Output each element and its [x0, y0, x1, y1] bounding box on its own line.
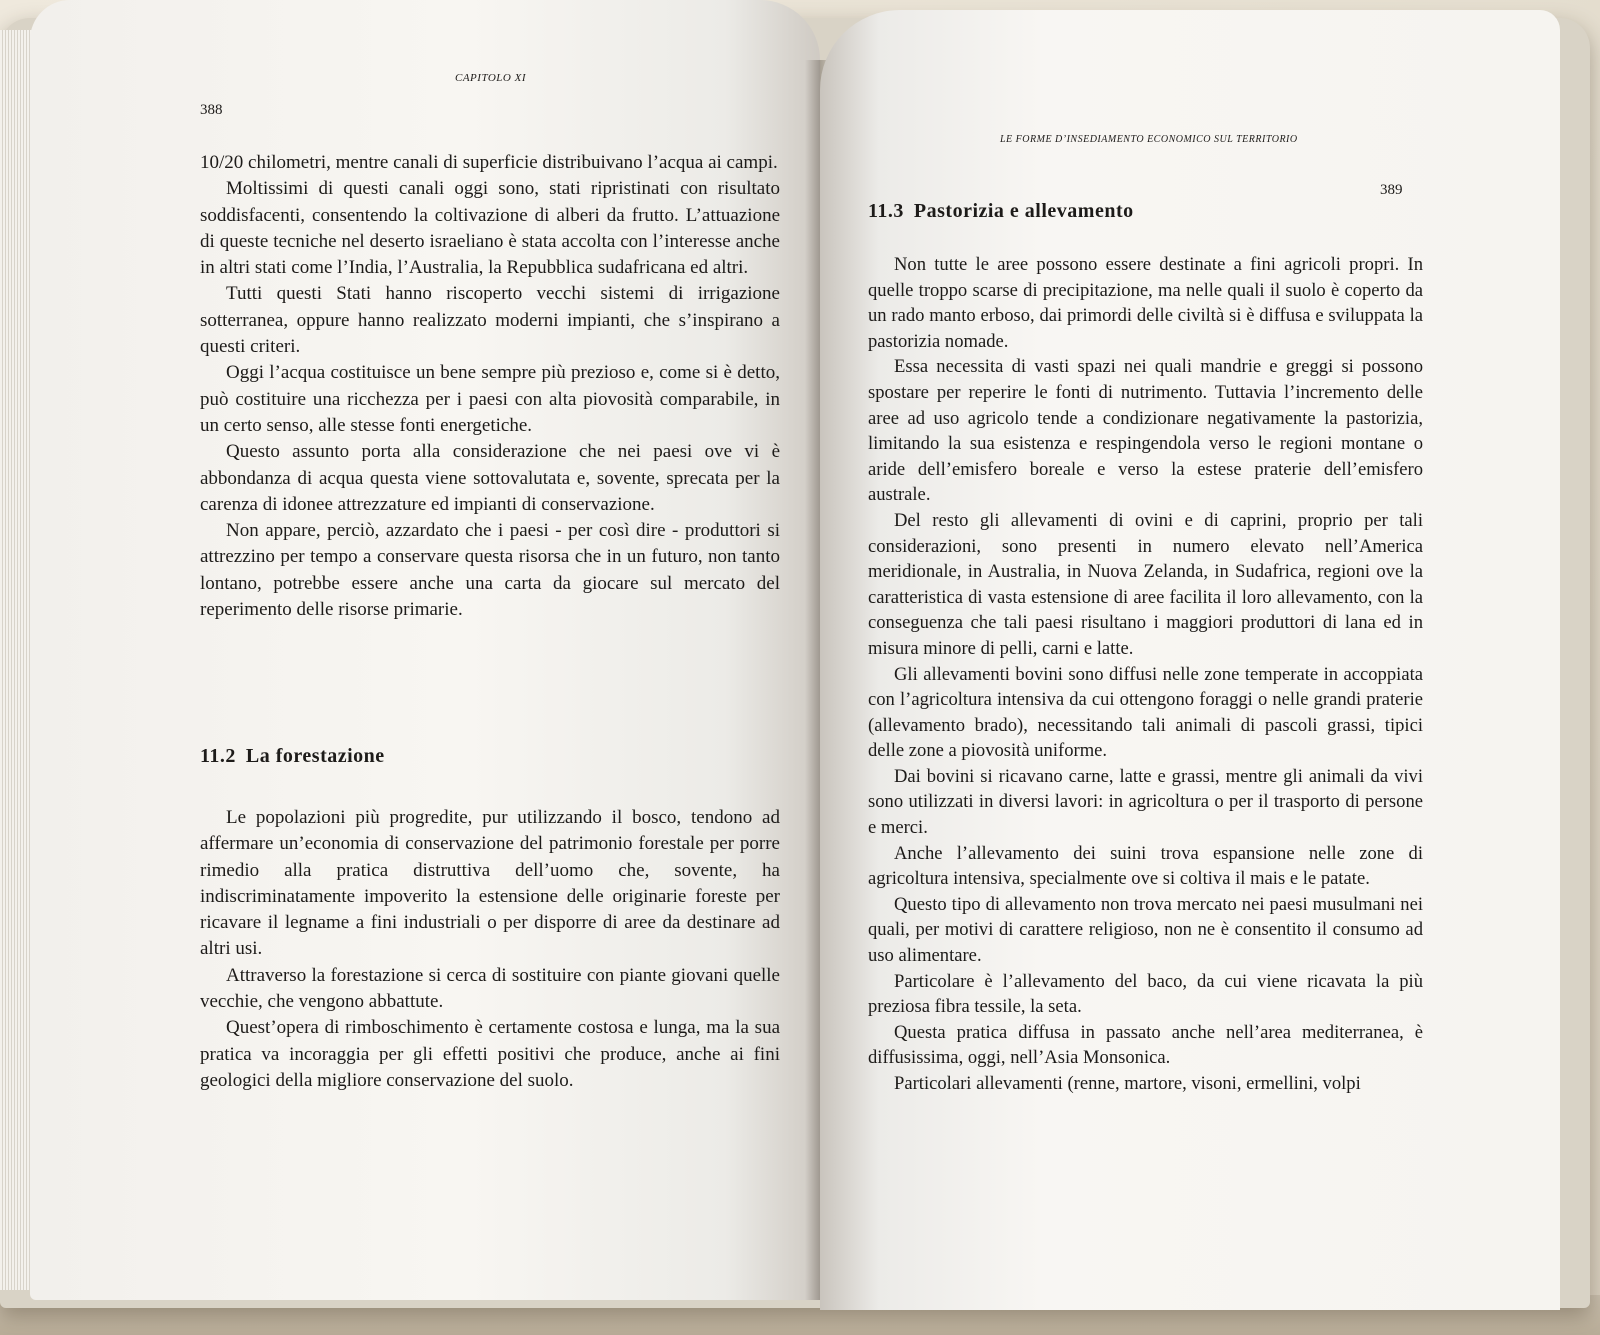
paragraph: 10/20 chilometri, mentre canali di superficie distribuivano l’acqua ai campi.: [200, 152, 778, 173]
left-running-head: CAPITOLO XI: [455, 72, 526, 84]
paragraph: Particolare è l’allevamento del baco, da cui viene ricavata la più preziosa fibra tessile, la seta.: [868, 970, 1423, 1018]
paragraph: Particolari allevamenti (renne, martore, visoni, ermellini, volpi: [894, 1073, 1361, 1094]
paragraph: Non tutte le aree possono essere destinate a fini agricoli propri. In quelle troppo scarse di precipitazione, ma nelle quali il suolo è coperto da un rado manto erboso, dai primordi delle civiltà si è diffusa e sviluppata la pastorizia nomade.: [868, 254, 1423, 352]
paragraph: Moltissimi di questi canali oggi sono, stati ripristinati con risultato soddisfacenti, consentendo la coltivazione di alberi da frutto. L’attuazione di queste tecniche nel deserto israeliano è stata accolta con l’interesse anche in altri stati come l’India, l’Australia, la Repubblica sudafricana ed altri.: [200, 178, 780, 279]
paragraph: Essa necessita di vasti spazi nei quali mandrie e greggi si possono spostare per reperire le fonti di nutrimento. Tuttavia l’incremento delle aree ad uso agricolo tende a condizionare negativamente la pastorizia, limitando la sua esistenza e respingendola verso le regioni montane o aride dell’emisfero boreale e verso la estese praterie dell’emisfero australe.: [868, 356, 1423, 506]
paragraph: Questo tipo di allevamento non trova mercato nei paesi musulmani nei quali, per motivi di carattere religioso, non ne è consentito il consumo ad uso alimentare.: [868, 893, 1423, 967]
section-heading-11-3: [868, 200, 1134, 223]
right-body: [868, 252, 1423, 1097]
left-page-number: 388: [200, 102, 223, 118]
paragraph: Tutti questi Stati hanno riscoperto vecchi sistemi di irrigazione sotterranea, oppure hanno realizzato moderni impianti, che s’inspirano a questi criteri.: [200, 283, 780, 358]
right-page-number: 389: [1380, 182, 1403, 198]
section-heading-11-2: [200, 745, 385, 768]
paragraph: Del resto gli allevamenti di ovini e di caprini, proprio per tali considerazioni, sono presenti in numero elevato nell’America meridionale, in Australia, in Nuova Zelanda, in Sudafrica, regioni ove la caratteristica di vasta estensione di aree facilita il loro allevamento, con la conseguenza che tali paesi risultano i maggiori produttori di lana ed in misura minore di pelli, carni e latte.: [868, 509, 1423, 659]
paragraph: Attraverso la forestazione si cerca di sostituire con piante giovani quelle vecchie, che vengono abbattute.: [200, 964, 780, 1013]
left-page: [30, 0, 820, 1300]
paragraph: Questo assunto porta alla considerazione che nei paesi ove vi è abbondanza di acqua questa viene sottovalutata e, sovente, sprecata per la carenza di idonee attrezzature ed impianti di conservazione.: [200, 441, 780, 515]
section-number: 11.2: [200, 745, 236, 767]
paragraph: Non appare, perciò, azzardato che i paesi - per così dire - produttori si attrezzino per tempo a conservare questa risorsa che in un futuro, non tanto lontano, potrebbe essere anche una carta da giocare sul mercato del reperimento delle risorse primarie.: [200, 520, 780, 621]
paragraph: Le popolazioni più progredite, pur utilizzando il bosco, tendono ad affermare un’economia di conservazione del patrimonio forestale per porre rimedio alla pratica distruttiva dell’uomo che, sovente, ha indiscriminatamente impoverito la estensione delle originarie foreste per ricavare il legname a fini industriali o per disporre di aree da destinare ad altri usi.: [200, 807, 780, 960]
paragraph: Quest’opera di rimboschimento è certamente costosa e lunga, ma la sua pratica va incoraggia per gli effetti positivi che produce, anche ai fini geologici della migliore conservazione del suolo.: [200, 1017, 780, 1091]
section-title: Pastorizia e allevamento: [913, 200, 1134, 222]
paragraph: Anche l’allevamento dei suini trova espansione nelle zone di agricoltura intensiva, specialmente ove si coltiva il mais e le patate.: [868, 842, 1423, 890]
right-page: [820, 10, 1560, 1310]
paragraph: Oggi l’acqua costituisce un bene sempre più prezioso e, come si è detto, può costituire una ricchezza per i paesi con alta piovosità comparabile, in un certo senso, alle stesse fonti energetiche.: [200, 362, 780, 436]
left-body-top: [200, 150, 780, 623]
paragraph: Dai bovini si ricavano carne, latte e grassi, mentre gli animali da vivi sono utilizzati in diversi lavori: in agricoltura o per il trasporto di persone e merci.: [868, 765, 1423, 839]
left-body-section: [200, 805, 780, 1094]
section-number: 11.3: [868, 200, 904, 222]
paragraph: Questa pratica diffusa in passato anche nell’area mediterranea, è diffusissima, oggi, nell’Asia Monsonica.: [868, 1021, 1423, 1069]
right-running-head: LE FORME D’INSEDIAMENTO ECONOMICO SUL TERRITORIO: [1000, 134, 1298, 145]
section-title: La forestazione: [245, 745, 385, 767]
paragraph: Gli allevamenti bovini sono diffusi nelle zone temperate in accoppiata con l’agricoltura intensiva da cui ottengono foraggi o nelle grandi praterie (allevamento brado), necessitando tali animali di pascoli grassi, tipici delle zone a piovosità uniforme.: [868, 663, 1423, 762]
